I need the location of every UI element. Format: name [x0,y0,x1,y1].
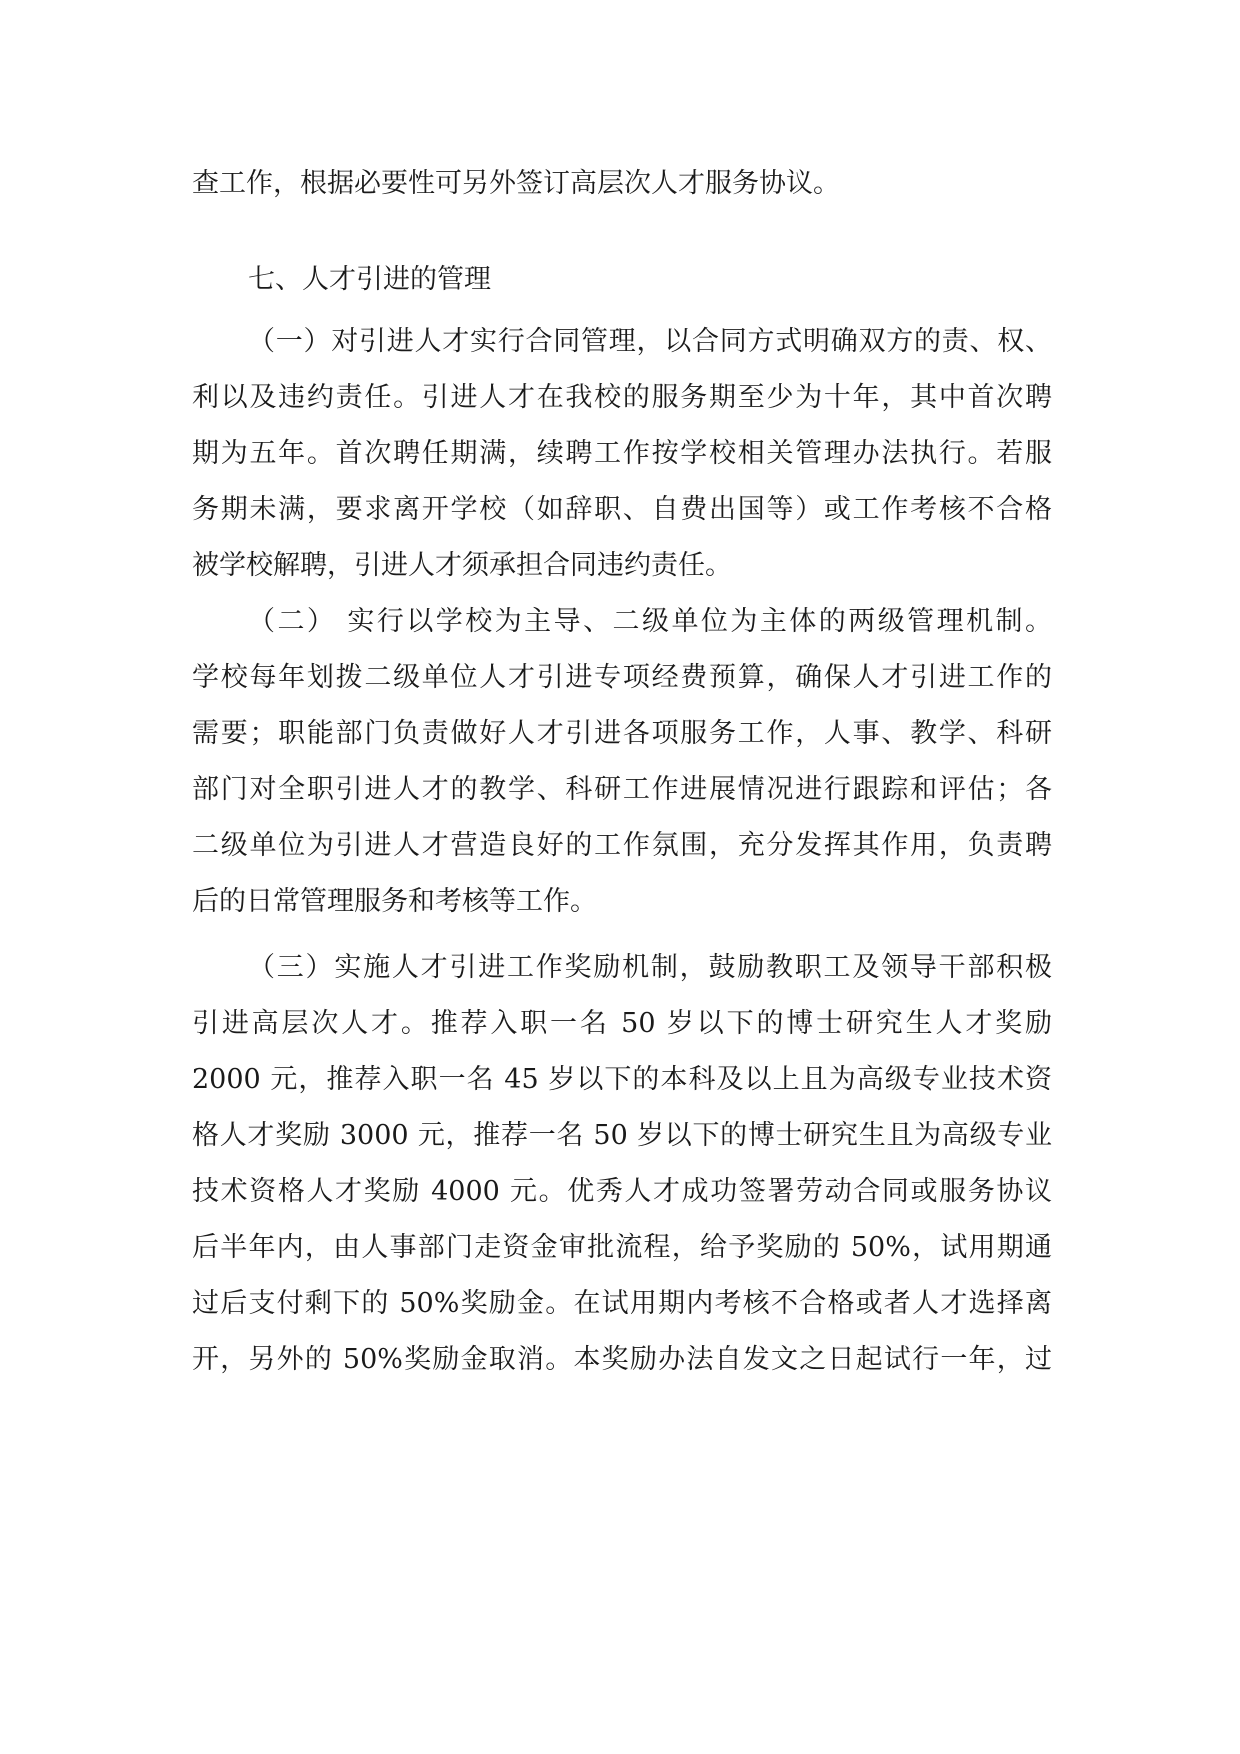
text-line: 开，另外的 50%奖励金取消。本奖励办法自发文之日起试行一年，过 [192,1344,1052,1375]
text-line: （一）对引进人才实行合同管理，以合同方式明确双方的责、权、 [248,326,1052,357]
text-line: 被学校解聘，引进人才须承担合同违约责任。 [192,550,732,581]
text-line: 部门对全职引进人才的教学、科研工作进展情况进行跟踪和评估；各 [192,774,1052,805]
text-line: 查工作，根据必要性可另外签订高层次人才服务协议。 [192,168,840,199]
text-line: 期为五年。首次聘任期满，续聘工作按学校相关管理办法执行。若服 [192,438,1052,469]
text-line: 学校每年划拨二级单位人才引进专项经费预算，确保人才引进工作的 [192,662,1052,693]
section-heading: 七、人才引进的管理 [248,264,491,295]
text-line: 过后支付剩下的 50%奖励金。在试用期内考核不合格或者人才选择离 [192,1288,1052,1319]
text-line: （三）实施人才引进工作奖励机制，鼓励教职工及领导干部积极 [248,952,1052,983]
text-line: 格人才奖励 3000 元，推荐一名 50 岁以下的博士研究生且为高级专业 [192,1120,1052,1151]
text-line: 2000 元，推荐入职一名 45 岁以下的本科及以上且为高级专业技术资 [192,1064,1052,1095]
text-line: 利以及违约责任。引进人才在我校的服务期至少为十年，其中首次聘 [192,382,1052,413]
text-line: 后半年内，由人事部门走资金审批流程，给予奖励的 50%，试用期通 [192,1232,1052,1263]
text-line: 技术资格人才奖励 4000 元。优秀人才成功签署劳动合同或服务协议 [192,1176,1052,1207]
text-line: 需要；职能部门负责做好人才引进各项服务工作，人事、教学、科研 [192,718,1052,749]
text-line: 引进高层次人才。推荐入职一名 50 岁以下的博士研究生人才奖励 [192,1008,1052,1039]
text-line: （二） 实行以学校为主导、二级单位为主体的两级管理机制。 [248,606,1052,637]
text-line: 二级单位为引进人才营造良好的工作氛围，充分发挥其作用，负责聘 [192,830,1052,861]
text-line: 后的日常管理服务和考核等工作。 [192,886,597,917]
text-line: 务期未满，要求离开学校（如辞职、自费出国等）或工作考核不合格 [192,494,1052,525]
